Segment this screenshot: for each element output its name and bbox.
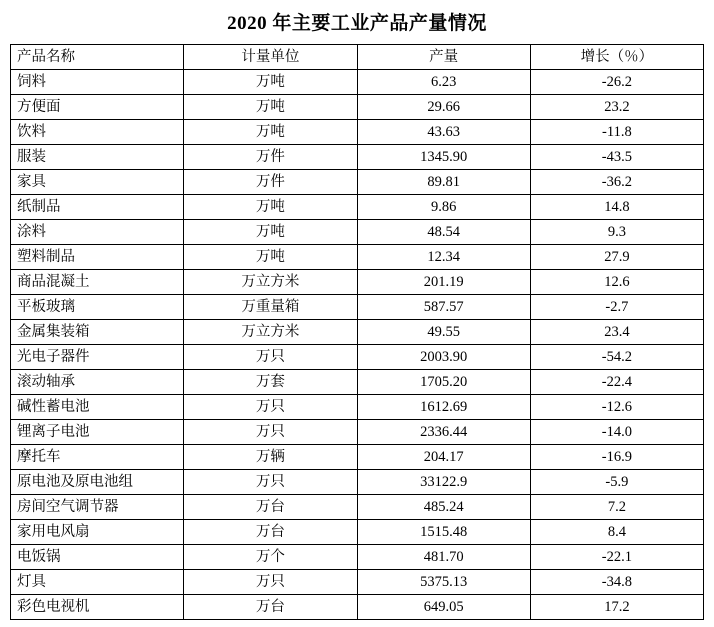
cell-unit: 万辆	[184, 445, 357, 470]
cell-output: 587.57	[357, 295, 530, 320]
table-body	[11, 70, 704, 620]
cell-unit: 万吨	[184, 245, 357, 270]
page-title: 2020 年主要工业产品产量情况	[227, 13, 487, 34]
cell-product-name: 饲料	[11, 70, 184, 95]
cell-product-name: 金属集装箱	[11, 320, 184, 345]
cell-growth: 23.2	[530, 95, 703, 120]
cell-unit: 万立方米	[184, 320, 357, 345]
industrial-output-table	[10, 44, 704, 620]
cell-unit: 万件	[184, 170, 357, 195]
cell-product-name: 灯具	[11, 570, 184, 595]
cell-product-name: 房间空气调节器	[11, 495, 184, 520]
table-row	[11, 445, 704, 470]
table-header	[11, 45, 704, 70]
table-row	[11, 170, 704, 195]
table-row	[11, 320, 704, 345]
cell-unit: 万只	[184, 470, 357, 495]
cell-output: 12.34	[357, 245, 530, 270]
cell-growth: -36.2	[530, 170, 703, 195]
cell-unit: 万台	[184, 495, 357, 520]
cell-growth: 8.4	[530, 520, 703, 545]
cell-output: 1705.20	[357, 370, 530, 395]
cell-output: 49.55	[357, 320, 530, 345]
cell-product-name: 光电子器件	[11, 345, 184, 370]
cell-output: 48.54	[357, 220, 530, 245]
table-row	[11, 470, 704, 495]
cell-product-name: 滚动轴承	[11, 370, 184, 395]
column-header-product-name: 产品名称	[11, 45, 184, 70]
cell-product-name: 服装	[11, 145, 184, 170]
table-row	[11, 295, 704, 320]
table-row	[11, 545, 704, 570]
cell-unit: 万只	[184, 570, 357, 595]
cell-output: 1345.90	[357, 145, 530, 170]
cell-growth: 7.2	[530, 495, 703, 520]
cell-output: 6.23	[357, 70, 530, 95]
cell-growth: -22.1	[530, 545, 703, 570]
cell-unit: 万件	[184, 145, 357, 170]
cell-unit: 万吨	[184, 70, 357, 95]
cell-unit: 万只	[184, 345, 357, 370]
cell-product-name: 家具	[11, 170, 184, 195]
cell-growth: -22.4	[530, 370, 703, 395]
cell-output: 2336.44	[357, 420, 530, 445]
cell-output: 2003.90	[357, 345, 530, 370]
cell-growth: -2.7	[530, 295, 703, 320]
cell-product-name: 摩托车	[11, 445, 184, 470]
cell-growth: -43.5	[530, 145, 703, 170]
cell-product-name: 平板玻璃	[11, 295, 184, 320]
cell-growth: -5.9	[530, 470, 703, 495]
cell-output: 43.63	[357, 120, 530, 145]
column-header-unit: 计量单位	[184, 45, 357, 70]
table-row	[11, 395, 704, 420]
table-row	[11, 570, 704, 595]
cell-output: 481.70	[357, 545, 530, 570]
cell-growth: 9.3	[530, 220, 703, 245]
table-row	[11, 120, 704, 145]
cell-unit: 万立方米	[184, 270, 357, 295]
cell-unit: 万吨	[184, 95, 357, 120]
cell-growth: 27.9	[530, 245, 703, 270]
table-row	[11, 70, 704, 95]
cell-unit: 万个	[184, 545, 357, 570]
cell-product-name: 电饭锅	[11, 545, 184, 570]
cell-unit: 万台	[184, 595, 357, 620]
table-row	[11, 345, 704, 370]
table-row	[11, 220, 704, 245]
table-row	[11, 595, 704, 620]
cell-growth: -54.2	[530, 345, 703, 370]
table-row	[11, 495, 704, 520]
cell-unit: 万吨	[184, 220, 357, 245]
cell-unit: 万吨	[184, 120, 357, 145]
cell-growth: 17.2	[530, 595, 703, 620]
cell-product-name: 饮料	[11, 120, 184, 145]
cell-growth: -12.6	[530, 395, 703, 420]
table-row	[11, 270, 704, 295]
cell-unit: 万只	[184, 395, 357, 420]
cell-product-name: 碱性蓄电池	[11, 395, 184, 420]
table-row	[11, 370, 704, 395]
cell-output: 33122.9	[357, 470, 530, 495]
column-header-output: 产量	[357, 45, 530, 70]
cell-output: 89.81	[357, 170, 530, 195]
table-row	[11, 420, 704, 445]
cell-unit: 万吨	[184, 195, 357, 220]
column-header-growth: 增长（％）	[530, 45, 703, 70]
cell-output: 485.24	[357, 495, 530, 520]
cell-output: 5375.13	[357, 570, 530, 595]
cell-growth: -11.8	[530, 120, 703, 145]
cell-growth: 14.8	[530, 195, 703, 220]
cell-product-name: 纸制品	[11, 195, 184, 220]
cell-unit: 万只	[184, 420, 357, 445]
cell-product-name: 家用电风扇	[11, 520, 184, 545]
cell-product-name: 涂料	[11, 220, 184, 245]
cell-product-name: 锂离子电池	[11, 420, 184, 445]
cell-output: 1515.48	[357, 520, 530, 545]
document-page	[0, 8, 714, 627]
cell-product-name: 彩色电视机	[11, 595, 184, 620]
cell-growth: 12.6	[530, 270, 703, 295]
table-row	[11, 145, 704, 170]
cell-output: 649.05	[357, 595, 530, 620]
cell-output: 204.17	[357, 445, 530, 470]
cell-growth: -14.0	[530, 420, 703, 445]
cell-growth: -26.2	[530, 70, 703, 95]
cell-output: 1612.69	[357, 395, 530, 420]
cell-unit: 万台	[184, 520, 357, 545]
cell-growth: -16.9	[530, 445, 703, 470]
cell-product-name: 原电池及原电池组	[11, 470, 184, 495]
table-row	[11, 195, 704, 220]
table-row	[11, 245, 704, 270]
cell-growth: -34.8	[530, 570, 703, 595]
table-header-row	[11, 45, 704, 70]
cell-product-name: 方便面	[11, 95, 184, 120]
table-row	[11, 95, 704, 120]
cell-growth: 23.4	[530, 320, 703, 345]
cell-output: 29.66	[357, 95, 530, 120]
cell-unit: 万套	[184, 370, 357, 395]
cell-unit: 万重量箱	[184, 295, 357, 320]
cell-output: 9.86	[357, 195, 530, 220]
table-row	[11, 520, 704, 545]
cell-output: 201.19	[357, 270, 530, 295]
cell-product-name: 塑料制品	[11, 245, 184, 270]
cell-product-name: 商品混凝土	[11, 270, 184, 295]
